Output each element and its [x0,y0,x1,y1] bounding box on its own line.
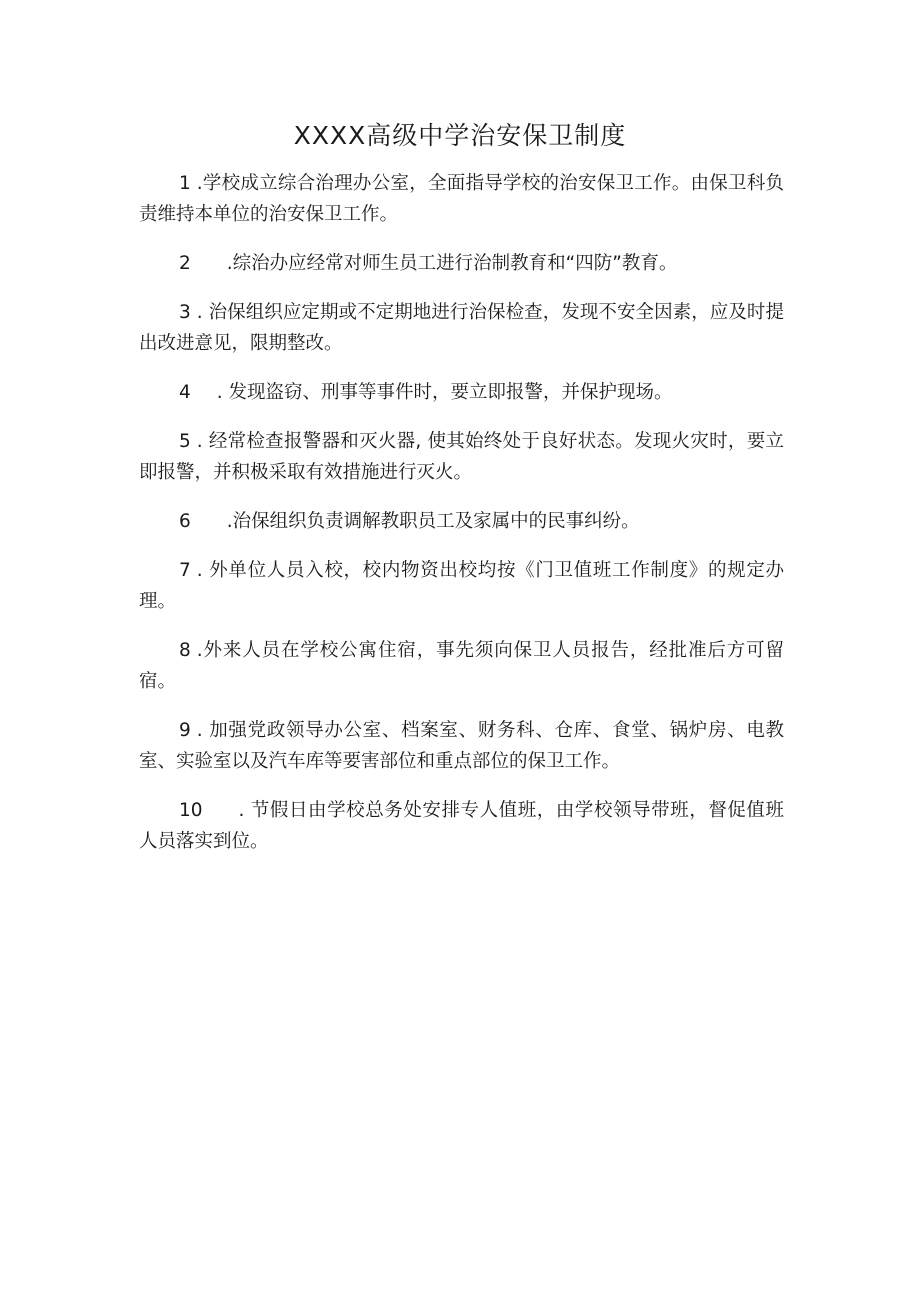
item-text: . 经常检查报警器和灭火器, 使其始终处于良好状态。发现火灾时，要立即报警，并积极采取有效措施进行灭火。 [139,431,784,483]
regulation-list [139,168,784,875]
item-text: . 加强党政领导办公室、档案室、财务科、仓库、食堂、锅炉房、电教室、实验室以及汽车库等要害部位和重点部位的保卫工作。 [139,720,784,772]
item-number: 8 [179,640,191,661]
regulation-item [139,635,784,697]
item-text: .治保组织负责调解教职员工及家属中的民事纠纷。 [226,511,640,532]
regulation-item [139,297,784,359]
item-number: 4 [179,382,191,403]
item-text: . 外单位人员入校，校内物资出校均按《门卫值班工作制度》的规定办理。 [139,560,784,612]
item-text: .外来人员在学校公寓住宿，事先须向保卫人员报告，经批准后方可留宿。 [139,640,784,692]
item-number: 6 [179,511,191,532]
item-number: 9 [179,720,191,741]
regulation-item [139,248,784,279]
item-number: 10 [179,800,203,821]
regulation-item [139,795,784,857]
regulation-item [139,506,784,537]
regulation-item [139,168,784,230]
regulation-item [139,555,784,617]
item-text: . 治保组织应定期或不定期地进行治保检查，发现不安全因素，应及时提出改进意见，限期整改。 [139,302,784,354]
item-text: . 发现盗窃、刑事等事件时，要立即报警，并保护现场。 [216,382,673,403]
item-number: 1 [179,173,191,194]
item-text: .综治办应经常对师生员工进行治制教育和“四防”教育。 [226,253,678,274]
item-number: 2 [179,253,191,274]
regulation-item [139,715,784,777]
item-text: . 节假日由学校总务处安排专人值班，由学校领导带班，督促值班人员落实到位。 [139,800,784,852]
regulation-item [139,377,784,408]
item-number: 3 [179,302,191,323]
item-number: 7 [179,560,191,581]
document-title: XXXX高级中学治安保卫制度 [293,121,627,150]
regulation-item [139,426,784,488]
item-number: 5 [179,431,191,452]
item-text: .学校成立综合治理办公室，全面指导学校的治安保卫工作。由保卫科负责维持本单位的治安保卫工作。 [139,173,784,225]
